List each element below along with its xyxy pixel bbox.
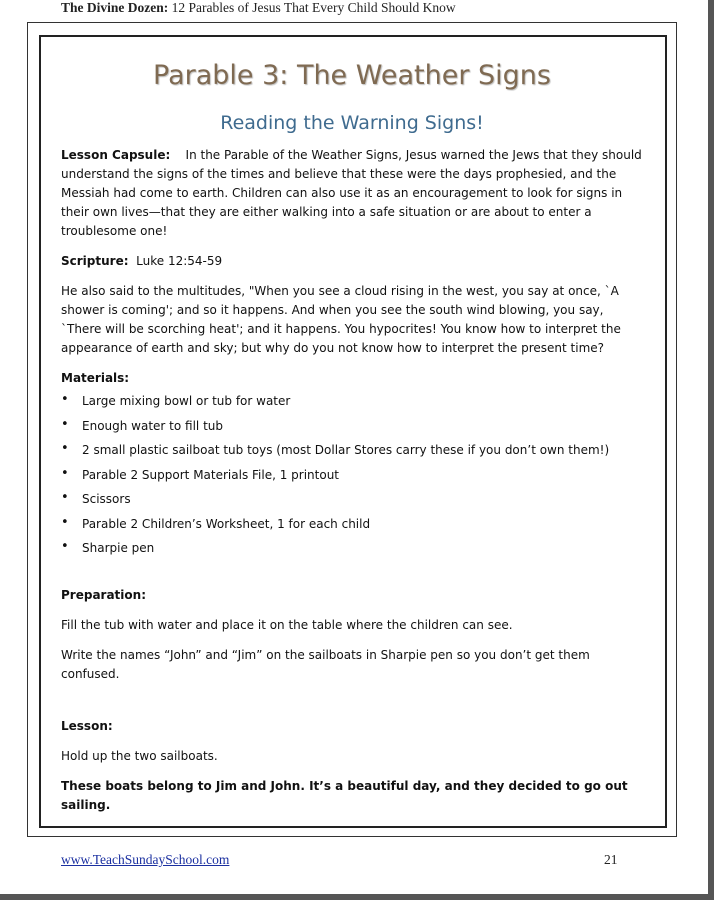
page-number: 21	[604, 852, 618, 867]
preparation-step: Fill the tub with water and place it on the table where the children can see.	[61, 617, 513, 632]
scripture-text: He also said to the multitudes, "When you see a cloud rising in the west, you say at once, `A shower is coming'; and so it happens. And when you see the south wind blowing, you say, `There will be scorching heat'; and it happens. You hypocrites! You know how to interpret the appearance of earth and sky; but why do you not know how to interpret the present time?	[61, 284, 621, 355]
list-item: • Sharpie pen	[61, 539, 643, 564]
list-item: • Large mixing bowl or tub for water	[61, 392, 643, 417]
list-item: • Scissors	[61, 490, 643, 515]
materials-list	[61, 392, 643, 564]
lesson-instruction: Hold up the two sailboats.	[61, 748, 218, 763]
materials-heading: Materials:	[61, 371, 130, 385]
lesson-capsule	[61, 146, 643, 241]
page-subtitle: Reading the Warning Signs!	[220, 112, 484, 134]
preparation-heading: Preparation:	[61, 587, 146, 602]
page-content	[61, 50, 643, 826]
page-edge-shadow	[708, 0, 714, 900]
lesson-script: These boats belong to Jim and John. It’s a beautiful day, and they decided to go out sailing.	[61, 778, 628, 812]
lesson-capsule-label: Lesson Capsule:	[61, 148, 171, 162]
lesson-capsule-text: In the Parable of the Weather Signs, Jesus warned the Jews that they should understand the signs of the times and believe that these were the days prophesied, and the Messiah had come to earth. Children can also use it as an encouragement to look for signs in their own lives—that they are either walking into a safe situation or are about to enter a troublesome one!	[61, 148, 642, 238]
page-bottom-shadow	[0, 894, 714, 900]
page-title: Parable 3: The Weather Signs	[153, 60, 551, 91]
scripture-label: Scripture:	[61, 254, 129, 268]
scripture-line	[61, 252, 643, 271]
book-title: The Divine Dozen:	[61, 0, 169, 15]
list-item: • Enough water to fill tub	[61, 417, 643, 442]
list-item: • Parable 2 Support Materials File, 1 printout	[61, 466, 643, 491]
list-item: • Parable 2 Children’s Worksheet, 1 for each child	[61, 515, 643, 540]
scripture-reference: Luke 12:54-59	[136, 254, 223, 268]
lesson-heading: Lesson:	[61, 718, 113, 733]
list-item: • 2 small plastic sailboat tub toys (most Dollar Stores carry these if you don’t own them!)	[61, 441, 643, 466]
preparation-step: Write the names “John” and “Jim” on the sailboats in Sharpie pen so you don’t get them confused.	[61, 647, 590, 681]
running-header	[61, 0, 456, 16]
website-link[interactable]: www.TeachSundaySchool.com	[61, 852, 230, 867]
book-subtitle: 12 Parables of Jesus That Every Child Should Know	[171, 0, 456, 15]
